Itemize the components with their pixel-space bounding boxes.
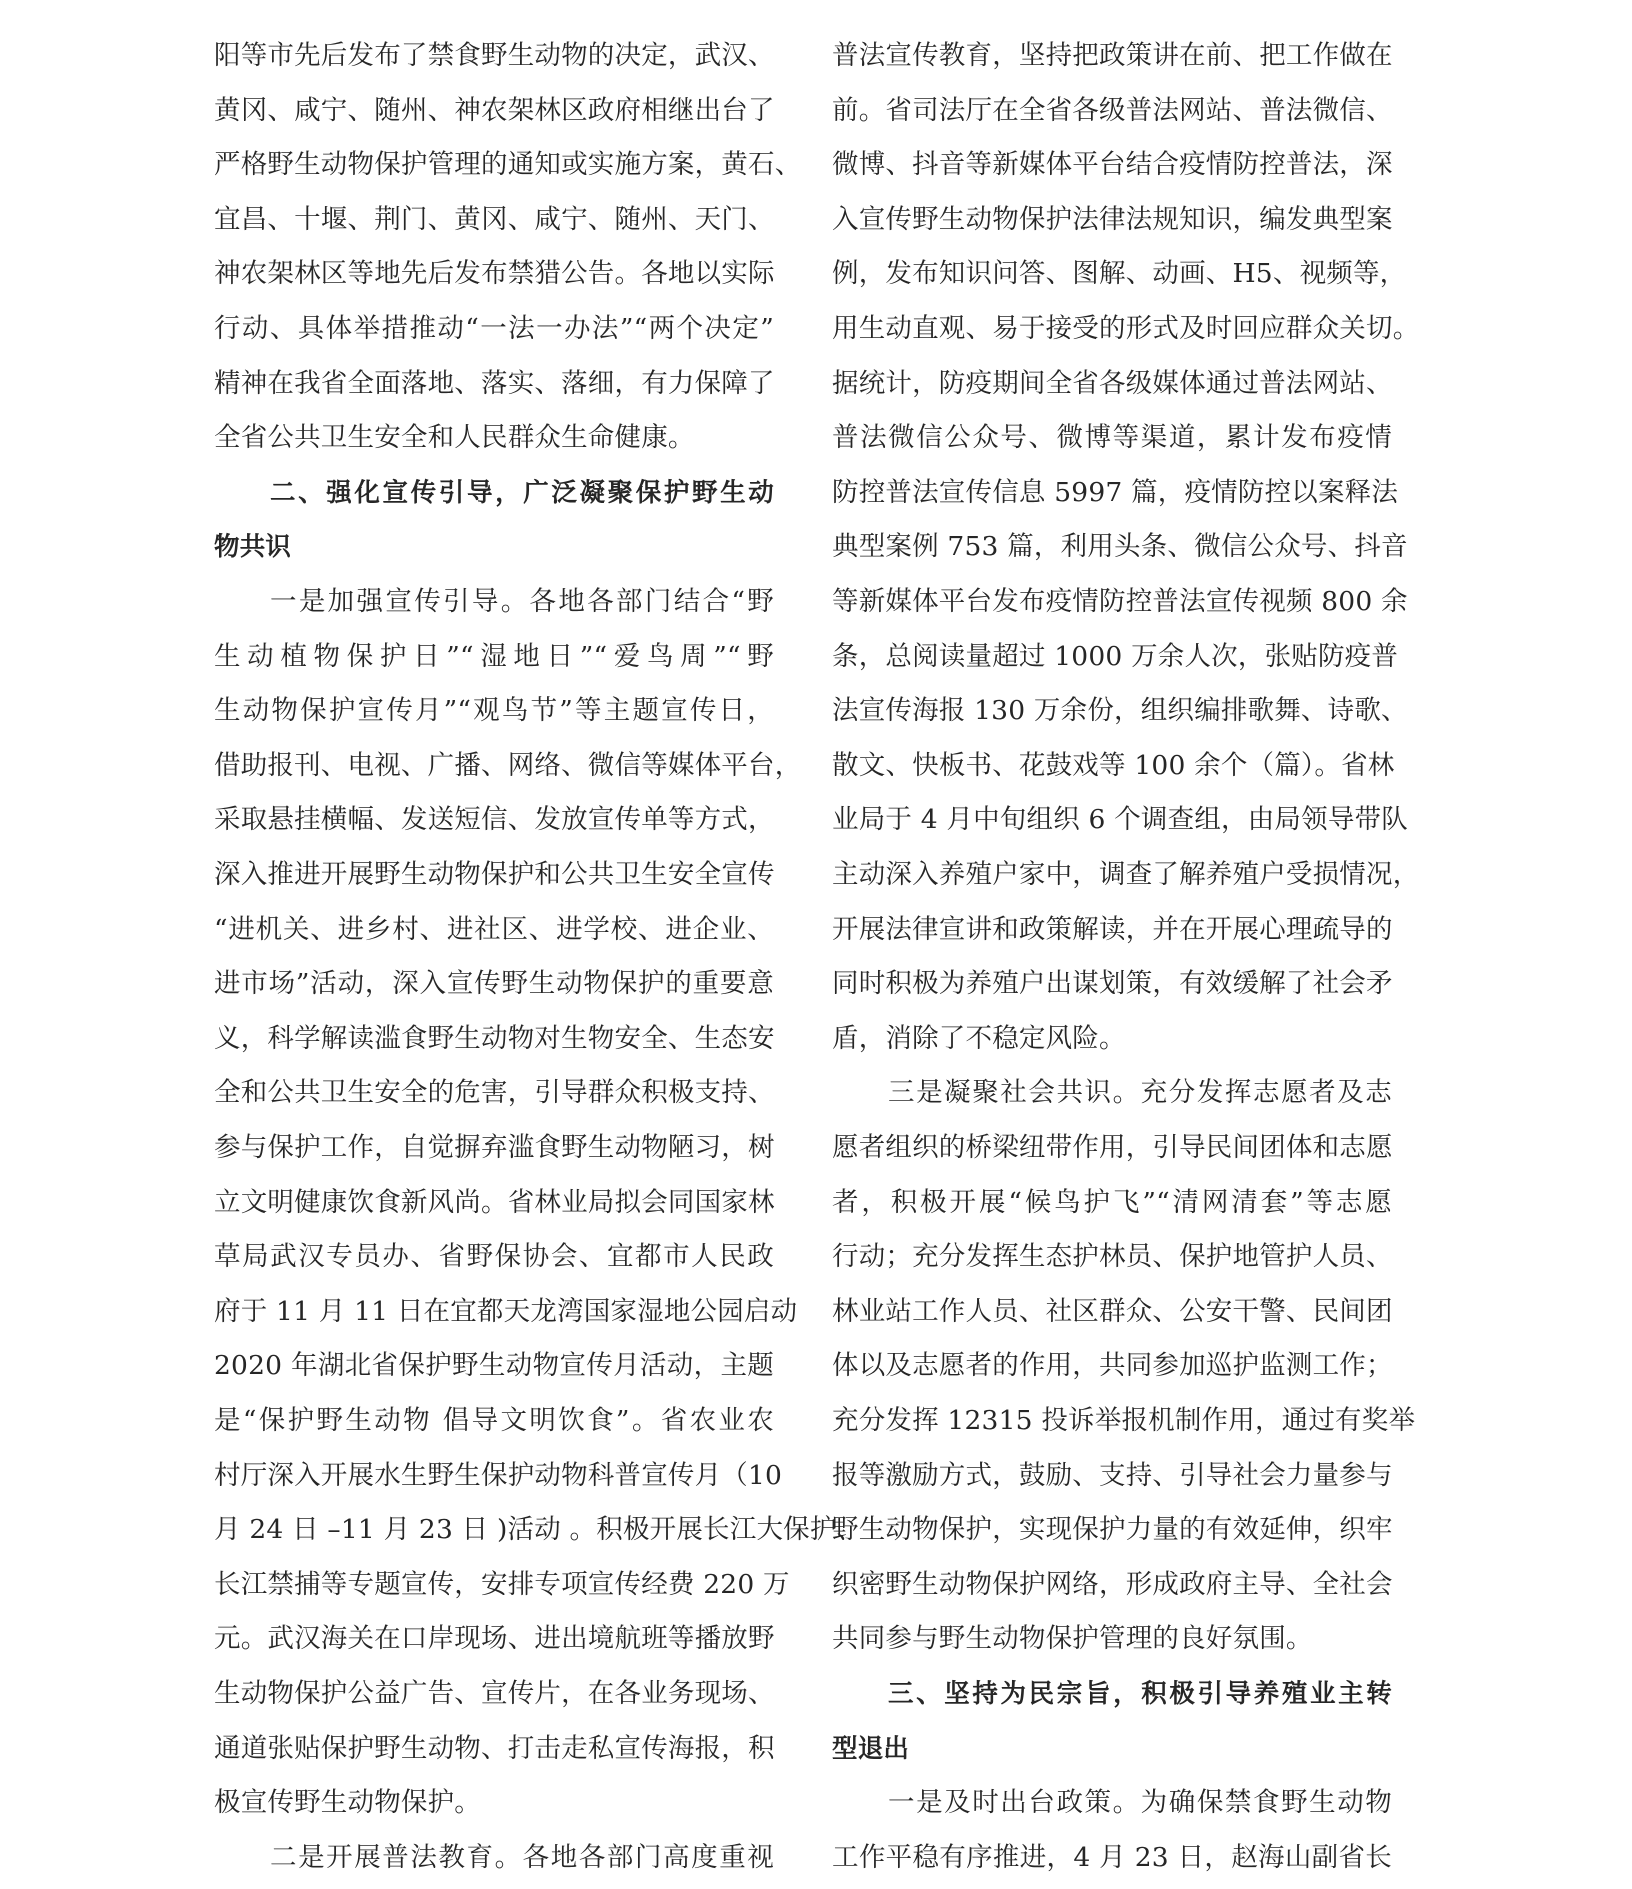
text-line: 同时积极为养殖户出谋划策，有效缓解了社会矛 bbox=[832, 968, 1393, 1000]
text-line: 是“保护野生动物 倡导文明饮食”。省农业农 bbox=[214, 1405, 774, 1436]
text-line: 条，总阅读量超过 1000 万余人次，张贴防疫普 bbox=[832, 640, 1399, 672]
text-line: 法宣传海报 130 万余份，组织编排歌舞、诗歌、 bbox=[832, 695, 1408, 727]
text-line: 共同参与野生动物保护管理的良好氛围。 bbox=[832, 1623, 1313, 1655]
text-line: 黄冈、咸宁、随州、神农架林区政府相继出台了 bbox=[214, 94, 775, 126]
text-line: 行动、具体举措推动“一法一办法”“两个决定” bbox=[214, 313, 774, 344]
text-line: 充分发挥 12315 投诉举报机制作用，通过有奖举 bbox=[832, 1405, 1416, 1436]
text-line: 一是及时出台政策。为确保禁食野生动物 bbox=[888, 1787, 1392, 1819]
text-line: 普法微信公众号、微博等渠道，累计发布疫情 bbox=[832, 422, 1392, 454]
text-line: 者，积极开展“候鸟护飞”“清网清套”等志愿 bbox=[832, 1186, 1392, 1218]
text-line: 精神在我省全面落地、落实、落细，有力保障了 bbox=[214, 367, 775, 399]
text-line: 神农架林区等地先后发布禁猎公告。各地以实际 bbox=[214, 258, 775, 290]
text-line: 村厅深入开展水生野生保护动物科普宣传月（10 bbox=[214, 1459, 783, 1491]
text-line: 入宣传野生动物保护法律法规知识，编发典型案 bbox=[832, 203, 1393, 235]
text-line: 二是开展普法教育。各地各部门高度重视 bbox=[270, 1841, 774, 1873]
text-line: 月 24 日 –11 月 23 日 )活动 。积极开展长江大保护、 bbox=[214, 1514, 864, 1546]
text-line: 义，科学解读滥食野生动物对生物安全、生态安 bbox=[214, 1022, 775, 1054]
text-line: 例，发布知识问答、图解、动画、H5、视频等， bbox=[832, 258, 1407, 290]
text-line: 元。武汉海关在口岸现场、进出境航班等播放野 bbox=[214, 1623, 775, 1655]
text-line: 等新媒体平台发布疫情防控普法宣传视频 800 余 bbox=[832, 586, 1408, 617]
text-line: 通道张贴保护野生动物、打击走私宣传海报，积 bbox=[214, 1732, 775, 1764]
text-line: 严格野生动物保护管理的通知或实施方案，黄石、 bbox=[214, 149, 802, 181]
text-line: 生动物保护公益广告、宣传片，在各业务现场、 bbox=[214, 1678, 775, 1709]
text-line: 生动物保护宣传月”“观鸟节”等主题宣传日， bbox=[214, 695, 774, 727]
text-line: 野生动物保护，实现保护力量的有效延伸，织牢 bbox=[832, 1514, 1393, 1546]
text-line: 进市场”活动，深入宣传野生动物保护的重要意 bbox=[214, 968, 774, 1000]
text-line: 织密野生动物保护网络，形成政府主导、全社会 bbox=[832, 1568, 1393, 1600]
text-line: 采取悬挂横幅、发送短信、发放宣传单等方式， bbox=[214, 804, 775, 836]
text-line: 草局武汉专员办、省野保协会、宜都市人民政 bbox=[214, 1241, 774, 1273]
text-line: 微博、抖音等新媒体平台结合疫情防控普法，深 bbox=[832, 149, 1393, 181]
text-line: 参与保护工作，自觉摒弃滥食野生动物陋习，树 bbox=[214, 1132, 775, 1163]
text-line: 开展法律宣讲和政策解读，并在开展心理疏导的 bbox=[832, 913, 1393, 945]
text-line: 散文、快板书、花鼓戏等 100 余个（篇）。省林 bbox=[832, 749, 1395, 781]
text-line: 全和公共卫生安全的危害，引导群众积极支持、 bbox=[214, 1077, 775, 1109]
text-line: 2020 年湖北省保护野生动物宣传月活动，主题 bbox=[214, 1350, 774, 1382]
text-line: 极宣传野生动物保护。 bbox=[214, 1787, 481, 1819]
text-line: 长江禁捕等专题宣传，安排专项宣传经费 220 万 bbox=[214, 1568, 790, 1600]
text-line: 工作平稳有序推进，4 月 23 日，赵海山副省长 bbox=[832, 1841, 1392, 1873]
text-line: 报等激励方式，鼓励、支持、引导社会力量参与 bbox=[832, 1459, 1393, 1491]
text-line: 业局于 4 月中旬组织 6 个调查组，由局领导带队 bbox=[832, 804, 1408, 836]
text-line: 立文明健康饮食新风尚。省林业局拟会同国家林 bbox=[214, 1186, 775, 1218]
text-line: 体以及志愿者的作用，共同参加巡护监测工作； bbox=[832, 1350, 1393, 1382]
text-line: 林业站工作人员、社区群众、公安干警、民间团 bbox=[832, 1295, 1393, 1327]
text-line: 生动植物保护日”“湿地日”“爱鸟周”“野 bbox=[214, 640, 774, 672]
text-line: 一是加强宣传引导。各地各部门结合“野 bbox=[270, 586, 774, 617]
text-line: 全省公共卫生安全和人民群众生命健康。 bbox=[214, 422, 695, 454]
text-line: 典型案例 753 篇，利用头条、微信公众号、抖音 bbox=[832, 531, 1408, 563]
section-heading-line: 物共识 bbox=[214, 532, 292, 563]
section-heading-line: 型退出 bbox=[832, 1733, 910, 1764]
text-line: 愿者组织的桥梁纽带作用，引导民间团体和志愿 bbox=[832, 1132, 1393, 1163]
text-line: 普法宣传教育，坚持把政策讲在前、把工作做在 bbox=[832, 40, 1393, 71]
text-line: 行动；充分发挥生态护林员、保护地管护人员、 bbox=[832, 1241, 1393, 1273]
section-heading-line: 二、强化宣传引导，广泛凝聚保护野生动 bbox=[270, 477, 774, 508]
text-line: 据统计，防疫期间全省各级媒体通过普法网站、 bbox=[832, 367, 1393, 399]
text-line: 借助报刊、电视、广播、网络、微信等媒体平台， bbox=[214, 749, 802, 781]
text-line: 三是凝聚社会共识。充分发挥志愿者及志 bbox=[888, 1077, 1392, 1109]
text-line: 用生动直观、易于接受的形式及时回应群众关切。 bbox=[832, 313, 1420, 344]
text-line: 宜昌、十堰、荆门、黄冈、咸宁、随州、天门、 bbox=[214, 203, 775, 235]
text-line: 盾，消除了不稳定风险。 bbox=[832, 1022, 1126, 1054]
text-line: 防控普法宣传信息 5997 篇，疫情防控以案释法 bbox=[832, 476, 1399, 508]
text-line: “进机关、进乡村、进社区、进学校、进企业、 bbox=[214, 913, 774, 945]
text-line: 主动深入养殖户家中，调查了解养殖户受损情况， bbox=[832, 859, 1420, 890]
text-line: 阳等市先后发布了禁食野生动物的决定，武汉、 bbox=[214, 40, 775, 71]
text-line: 前。省司法厅在全省各级普法网站、普法微信、 bbox=[832, 94, 1393, 126]
section-heading-line: 三、坚持为民宗旨，积极引导养殖业主转 bbox=[888, 1679, 1392, 1709]
text-line: 府于 11 月 11 日在宜都天龙湾国家湿地公园启动 bbox=[214, 1295, 798, 1327]
text-line: 深入推进开展野生动物保护和公共卫生安全宣传 bbox=[214, 859, 775, 890]
